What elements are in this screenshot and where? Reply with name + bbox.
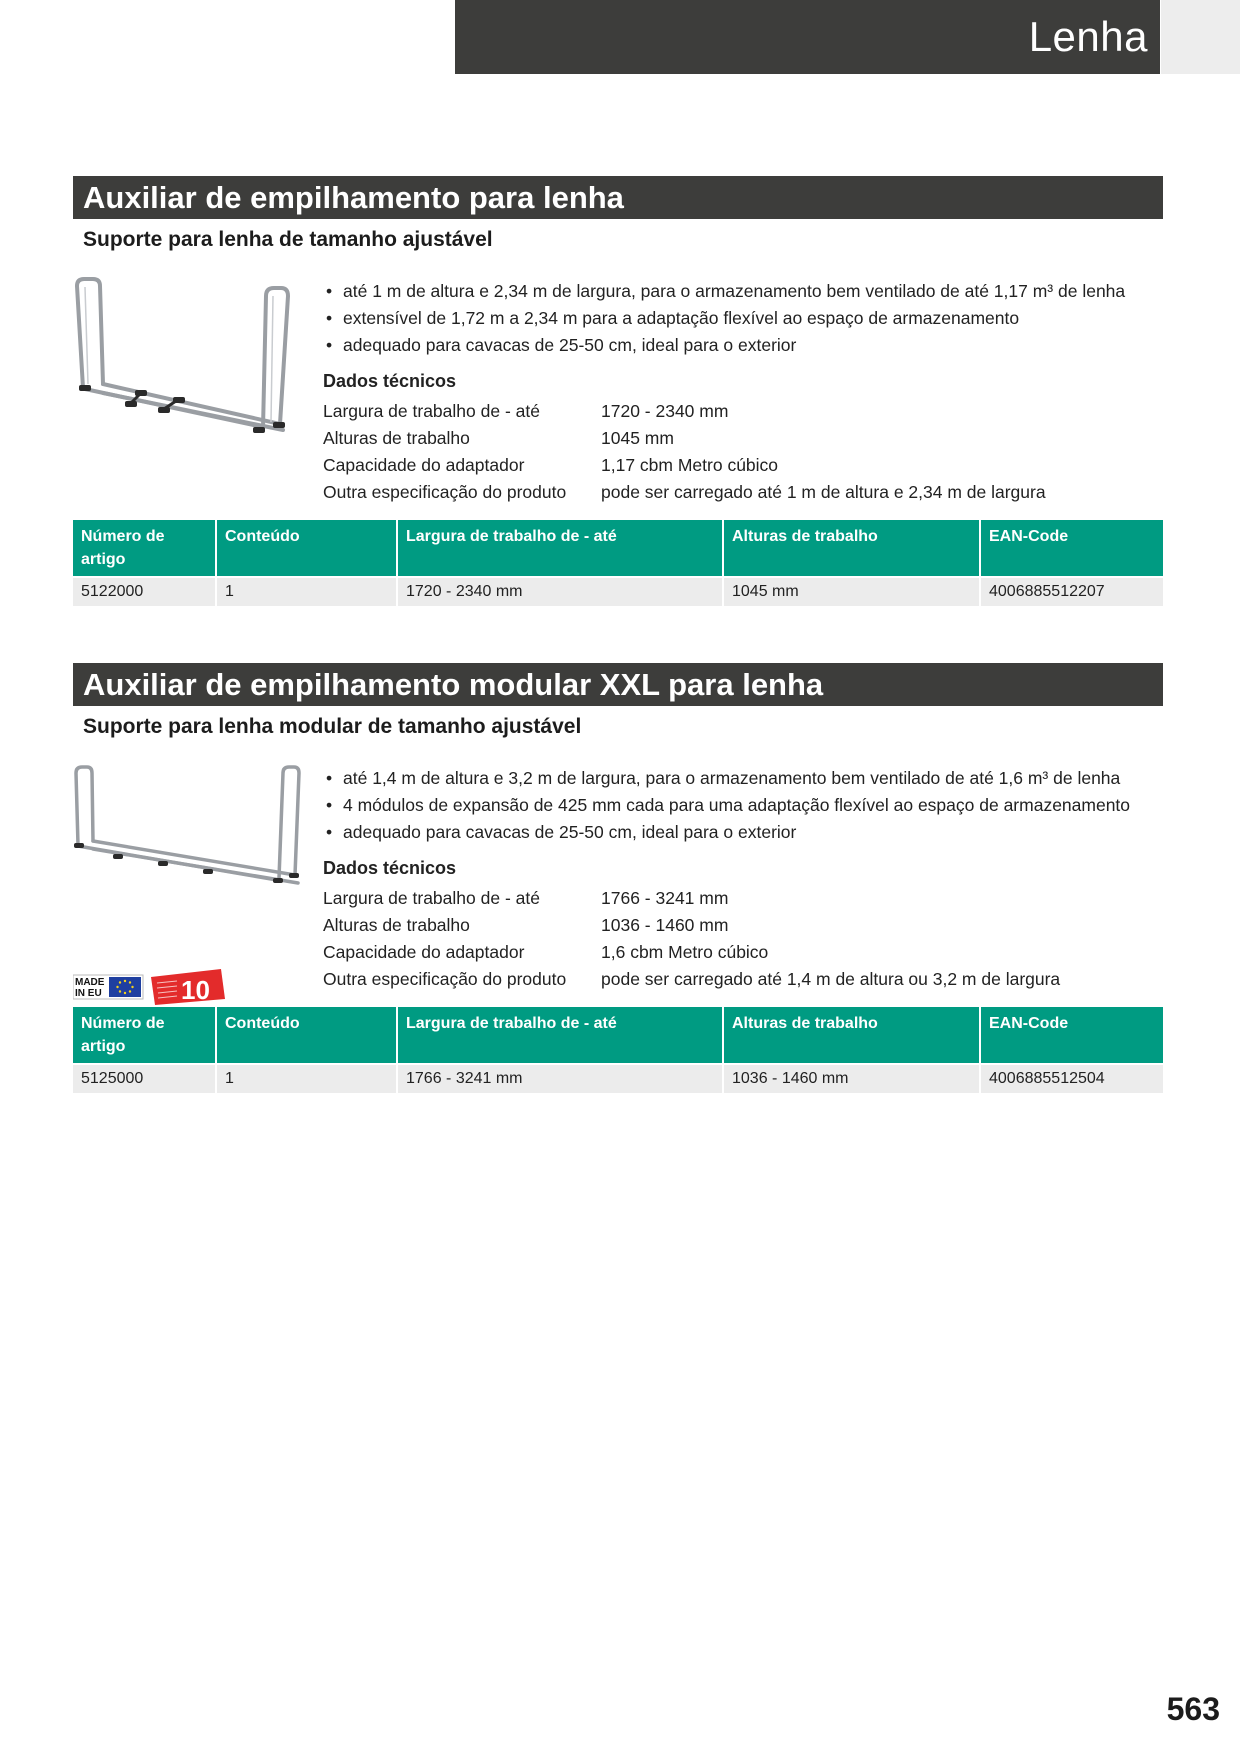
spec-label: Alturas de trabalho [323, 915, 470, 935]
feature-item: • adequado para cavacas de 25-50 cm, ideal para o exterior [323, 332, 1125, 359]
spec-value: 1036 - 1460 mm [601, 915, 729, 935]
column-header: Largura de trabalho de - até [398, 520, 724, 578]
spec-row [323, 939, 1060, 966]
specs-list [323, 398, 1046, 506]
log-rack-image [73, 763, 303, 893]
feature-item: • até 1,4 m de altura e 3,2 m de largura, para o armazenamento bem ventilado de até 1,6 m³ de lenha [323, 765, 1130, 792]
product-subtitle: Suporte para lenha de tamanho ajustável [83, 228, 493, 251]
specs-list [323, 885, 1060, 993]
spec-value: pode ser carregado até 1,4 m de altura ou 3,2 m de largura [601, 969, 1061, 989]
spec-row [323, 885, 1060, 912]
certification-badges [73, 963, 233, 1008]
article-table [73, 520, 1163, 606]
content-cell: 1 [217, 578, 398, 606]
width-cell: 1766 - 3241 mm [398, 1065, 724, 1093]
column-header: Número de artigo [73, 1007, 217, 1065]
article-number-cell: 5122000 [73, 578, 217, 606]
width-cell: 1720 - 2340 mm [398, 578, 724, 606]
spec-value: 1766 - 3241 mm [601, 888, 729, 908]
spec-row [323, 425, 1046, 452]
feature-list [323, 278, 1125, 359]
header-side-block [1161, 0, 1240, 74]
spec-value: 1,6 cbm Metro cúbico [601, 942, 769, 962]
spec-row [323, 966, 1060, 993]
column-header: EAN-Code [981, 520, 1163, 578]
feature-item: • até 1 m de altura e 2,34 m de largura, para o armazenamento bem ventilado de até 1,17 m³ de lenha [323, 278, 1125, 305]
spec-row [323, 479, 1046, 506]
column-header: Alturas de trabalho [724, 1007, 981, 1065]
ean-cell: 4006885512504 [981, 1065, 1163, 1093]
spec-value: 1,17 cbm Metro cúbico [601, 455, 779, 475]
svg-text:10: 10 [181, 975, 210, 1005]
feature-item: • extensível de 1,72 m a 2,34 m para a adaptação flexível ao espaço de armazenamento [323, 305, 1125, 332]
feature-list [323, 765, 1130, 846]
svg-text:MADE: MADE [75, 977, 105, 988]
column-header: Largura de trabalho de - até [398, 1007, 724, 1065]
spec-label: Capacidade do adaptador [323, 942, 525, 962]
ean-cell: 4006885512207 [981, 578, 1163, 606]
category-title: Lenha [1028, 13, 1148, 60]
page-number: 563 [1166, 1691, 1220, 1727]
feature-item: • 4 módulos de expansão de 425 mm cada para uma adaptação flexível ao espaço de armazenamento [323, 792, 1130, 819]
spec-label: Capacidade do adaptador [323, 455, 525, 475]
column-header: EAN-Code [981, 1007, 1163, 1065]
svg-text:IN EU: IN EU [75, 988, 102, 999]
spec-label: Outra especificação do produto [323, 969, 567, 989]
spec-label: Largura de trabalho de - até [323, 401, 540, 421]
feature-item: • adequado para cavacas de 25-50 cm, ideal para o exterior [323, 819, 1130, 846]
specs-heading: Dados técnicos [323, 371, 457, 391]
product-title: Auxiliar de empilhamento para lenha [73, 176, 1163, 219]
height-cell: 1045 mm [724, 578, 981, 606]
spec-row [323, 912, 1060, 939]
warranty-badge [151, 969, 225, 1005]
product-title: Auxiliar de empilhamento modular XXL para lenha [73, 663, 1163, 706]
spec-value: 1045 mm [601, 428, 674, 448]
spec-row [323, 452, 1046, 479]
table-header-row [73, 1007, 1163, 1065]
spec-label: Alturas de trabalho [323, 428, 470, 448]
spec-label: Largura de trabalho de - até [323, 888, 540, 908]
height-cell: 1036 - 1460 mm [724, 1065, 981, 1093]
spec-value: pode ser carregado até 1 m de altura e 2,34 m de largura [601, 482, 1046, 502]
table-row [73, 578, 1163, 606]
log-rack-image [73, 276, 303, 446]
article-number-cell: 5125000 [73, 1065, 217, 1093]
article-table [73, 1007, 1163, 1093]
category-header [455, 0, 1160, 74]
made-in-eu-badge [73, 975, 143, 999]
column-header: Conteúdo [217, 520, 398, 578]
spec-value: 1720 - 2340 mm [601, 401, 729, 421]
table-row [73, 1065, 1163, 1093]
product-subtitle: Suporte para lenha modular de tamanho ajustável [83, 715, 582, 738]
spec-row [323, 398, 1046, 425]
table-header-row [73, 520, 1163, 578]
column-header: Conteúdo [217, 1007, 398, 1065]
column-header: Número de artigo [73, 520, 217, 578]
content-cell: 1 [217, 1065, 398, 1093]
spec-label: Outra especificação do produto [323, 482, 567, 502]
specs-heading: Dados técnicos [323, 858, 457, 878]
column-header: Alturas de trabalho [724, 520, 981, 578]
